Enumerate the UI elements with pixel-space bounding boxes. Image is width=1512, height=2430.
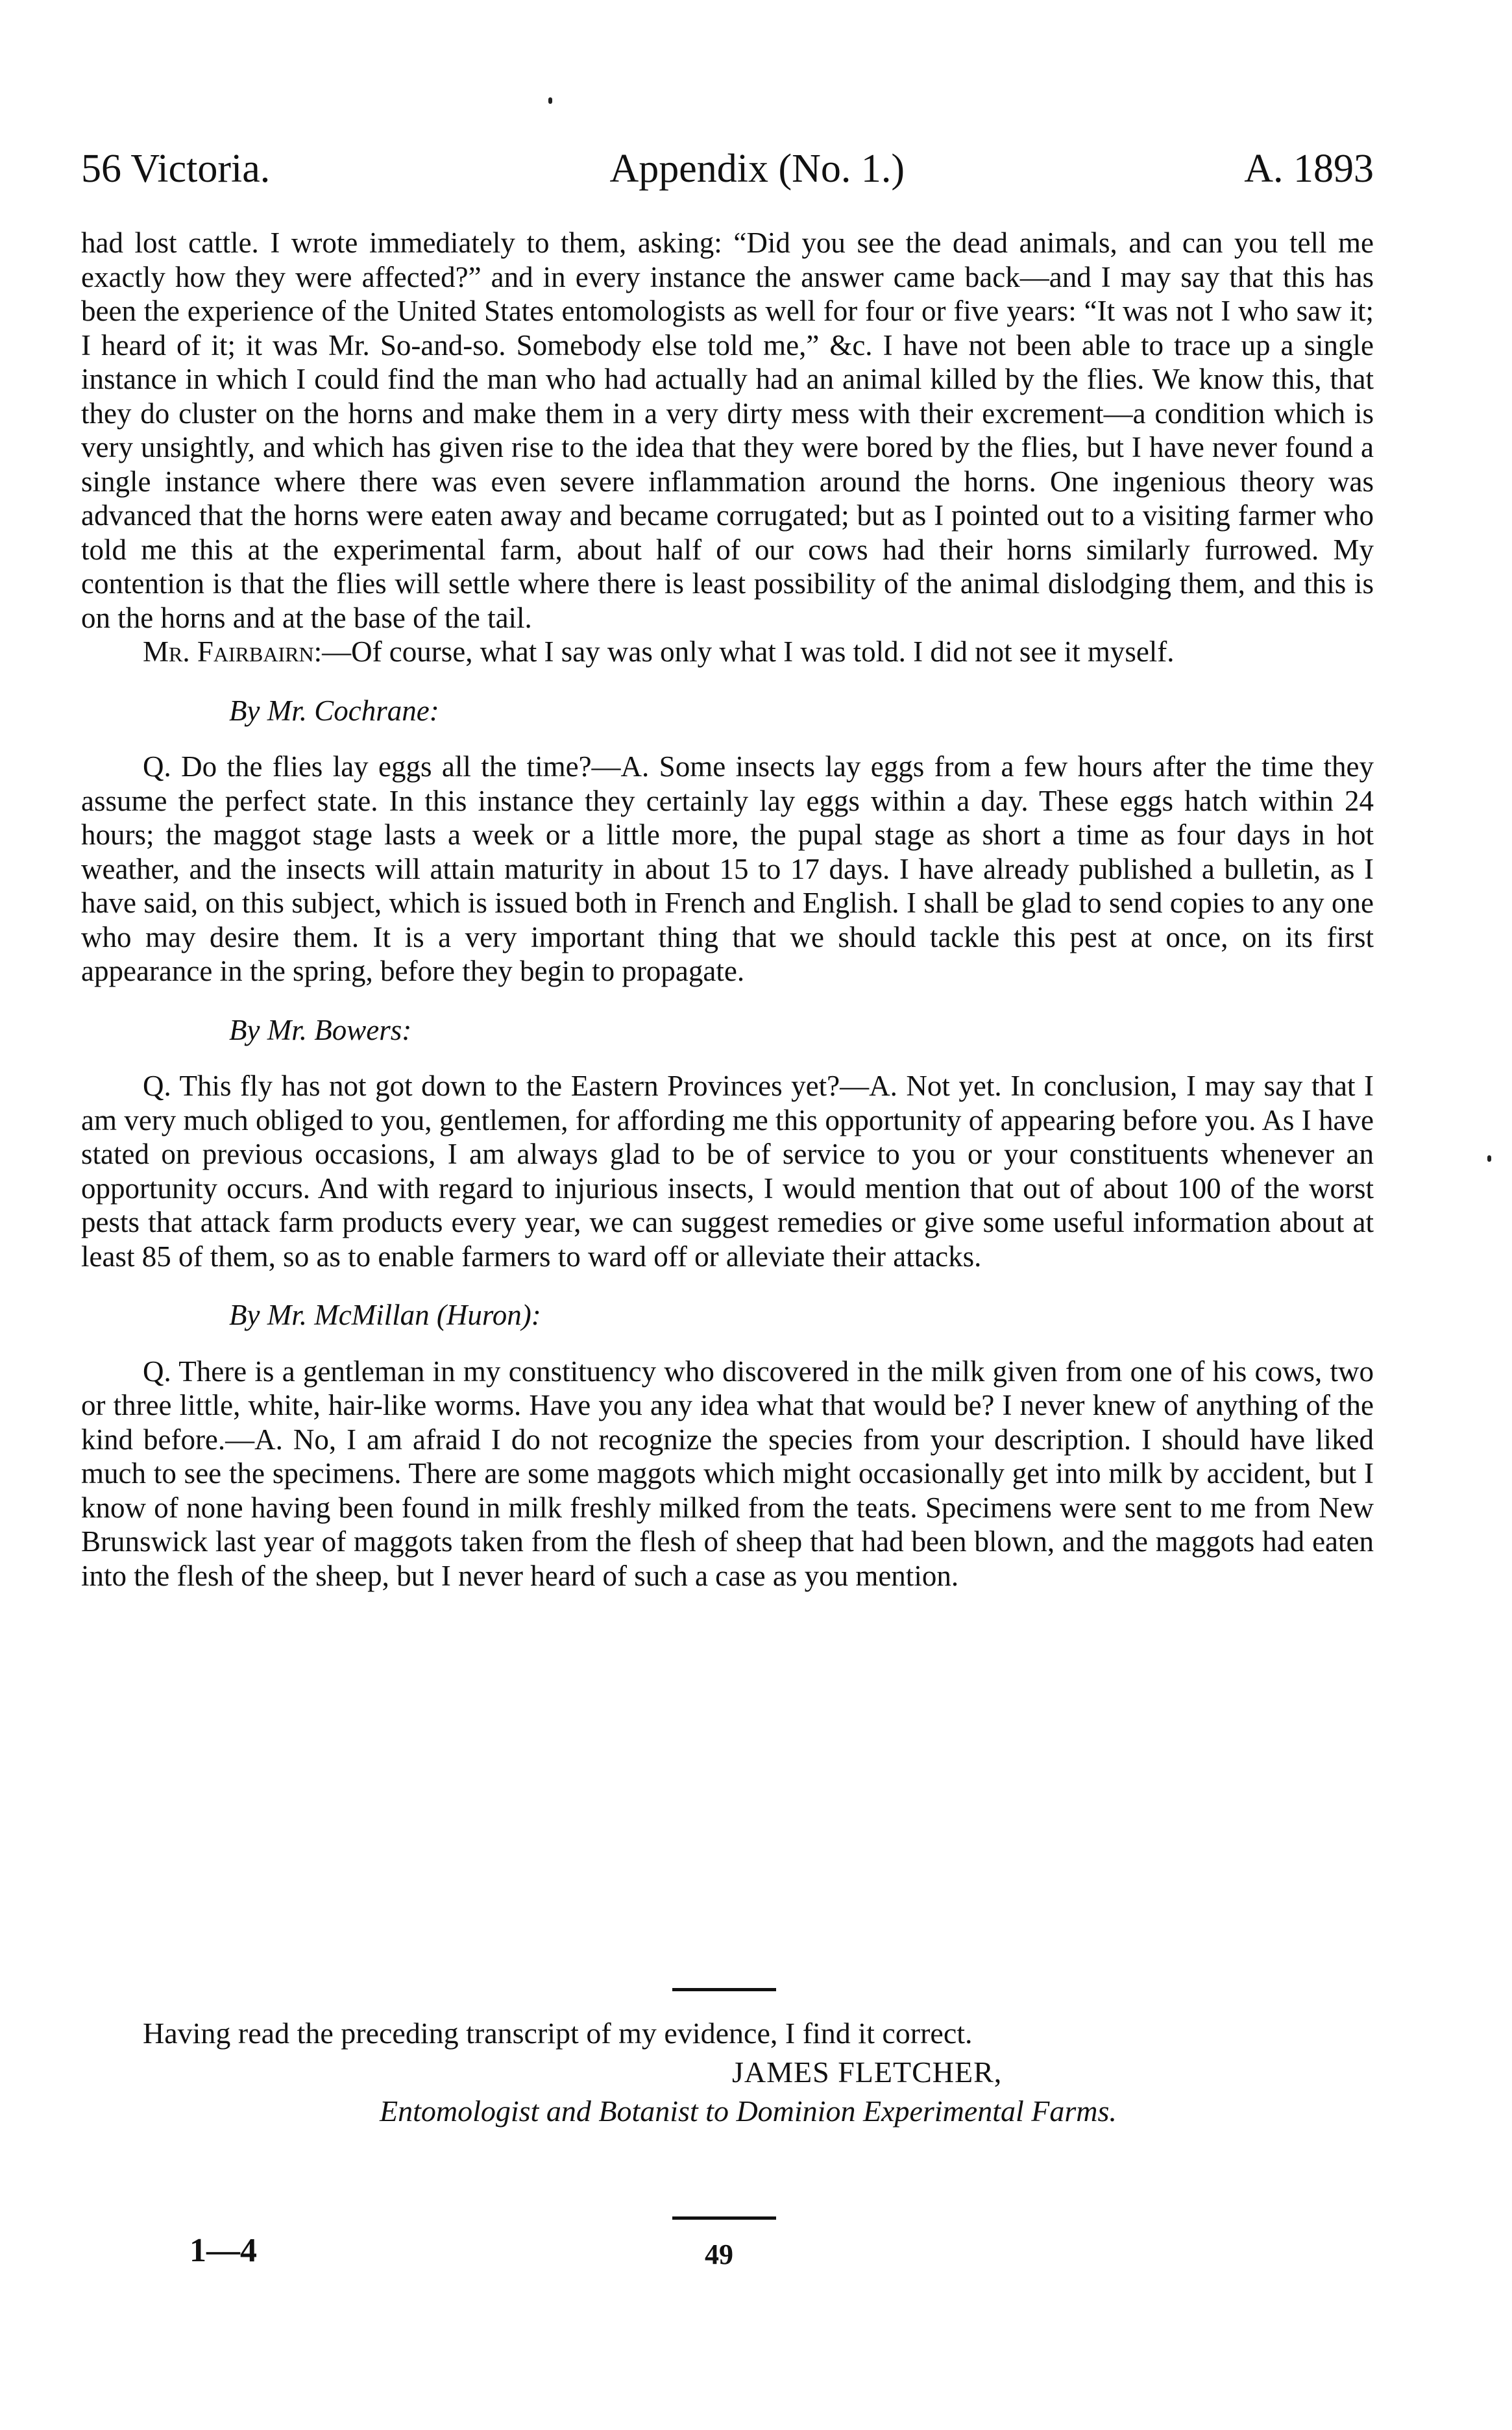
signatory-title: Entomologist and Botanist to Dominion Experimental Farms. bbox=[380, 2094, 1117, 2128]
ink-speck bbox=[548, 97, 552, 104]
header-session: 56 Victoria. bbox=[81, 147, 271, 191]
ink-speck bbox=[1487, 1155, 1491, 1162]
footer-divider bbox=[672, 2216, 776, 2220]
certification-statement: Having read the preceding transcript of my evidence, I find it correct. bbox=[143, 2017, 973, 2050]
speaker-heading: By Mr. Cochrane: bbox=[229, 694, 439, 727]
speaker-name: Mr. Fairbairn bbox=[143, 635, 314, 668]
sheet-signature-mark: 1—4 bbox=[189, 2232, 257, 2269]
speaker-remark: :—Of course, what I say was only what I was told. I did not see it myself. bbox=[313, 635, 1175, 668]
speaker-heading: By Mr. Bowers: bbox=[229, 1013, 412, 1046]
paragraph: Q. This fly has not got down to the Eastern Provinces yet?—A. Not yet. In conclusion, I may say that I am very much obliged to you, gentlemen, for affording me this opportunity of appearing before you. As I have stated on previous occasions, I am always glad to be of service to you or your constituents whenever an opportunity occurs. And with regard to injurious insects, I would mention that out of about 100 of the worst pests that attack farm products every year, we can suggest remedies or give some useful information about at least 85 of them, so as to enable farmers to ward off or alleviate their attacks. bbox=[81, 1070, 1374, 1273]
signatory-name: JAMES FLETCHER, bbox=[732, 2056, 1003, 2089]
header-appendix: Appendix (No. 1.) bbox=[609, 147, 905, 191]
header-year: A. 1893 bbox=[1244, 147, 1374, 191]
paragraph: had lost cattle. I wrote immediately to them, asking: “Did you see the dead animals, and can you tell me exactly how they were affected?” and in every instance the answer came back—and I may say that this has been the experience of the United States entomologists as well for four or five years: “It was not I who saw it; I heard of it; it was Mr. So-and-so. Somebody else told me,” &c. I have not been able to trace up a single instance in which I could find the man who had actually had an animal killed by the flies. We know this, that they do cluster on the horns and make them in a very dirty mess with their excrement—a condition which is very unsightly, and which has given rise to the idea that they were bored by the flies, but I have never found a single instance where there was even severe inflammation around the horns. One ingenious theory was advanced that the horns were eaten away and became corrugated; but as I pointed out to a visiting farmer who told me this at the experimental farm, about half of our cows had their horns similarly furrowed. My contention is that the flies will settle where there is least possibility of the animal dislodging them, and this is on the horns and at the base of the tail. bbox=[81, 227, 1374, 634]
section-divider bbox=[672, 1988, 776, 1991]
speaker-heading: By Mr. McMillan (Huron): bbox=[229, 1299, 541, 1331]
page-number: 49 bbox=[705, 2239, 733, 2270]
paragraph: Q. Do the flies lay eggs all the time?—A. Some insects lay eggs from a few hours after the time they assume the perfect state. In this instance they certainly lay eggs within a day. These eggs hatch within 24 hours; the maggot stage lasts a week or a little more, the pupal stage as short a time as four days in hot weather, and the insects will attain maturity in about 15 to 17 days. I have already published a bulletin, as I have said, on this subject, which is issued both in French and English. I shall be glad to send copies to any one who may desire them. It is a very important thing that we should tackle this pest at once, on its first appearance in the spring, before they begin to propagate. bbox=[81, 750, 1374, 987]
running-header bbox=[81, 146, 1374, 191]
document-body bbox=[81, 226, 1374, 1593]
paragraph: Q. There is a gentleman in my constituency who discovered in the milk given from one of his cows, two or three little, white, hair-like worms. Have you any idea what that would be? I never knew of anything of the kind before.—A. No, I am afraid I do not recognize the species from your description. I should have liked much to see the specimens. There are some maggots which might occasionally get into milk by accident, but I know of none having been found in milk freshly milked from the teats. Specimens were sent to me from New Brunswick last year of maggots taken from the flesh of sheep that had been blown, and the maggots had eaten into the flesh of the sheep, but I never heard of such a case as you mention. bbox=[81, 1355, 1374, 1592]
paragraph bbox=[81, 635, 1374, 669]
